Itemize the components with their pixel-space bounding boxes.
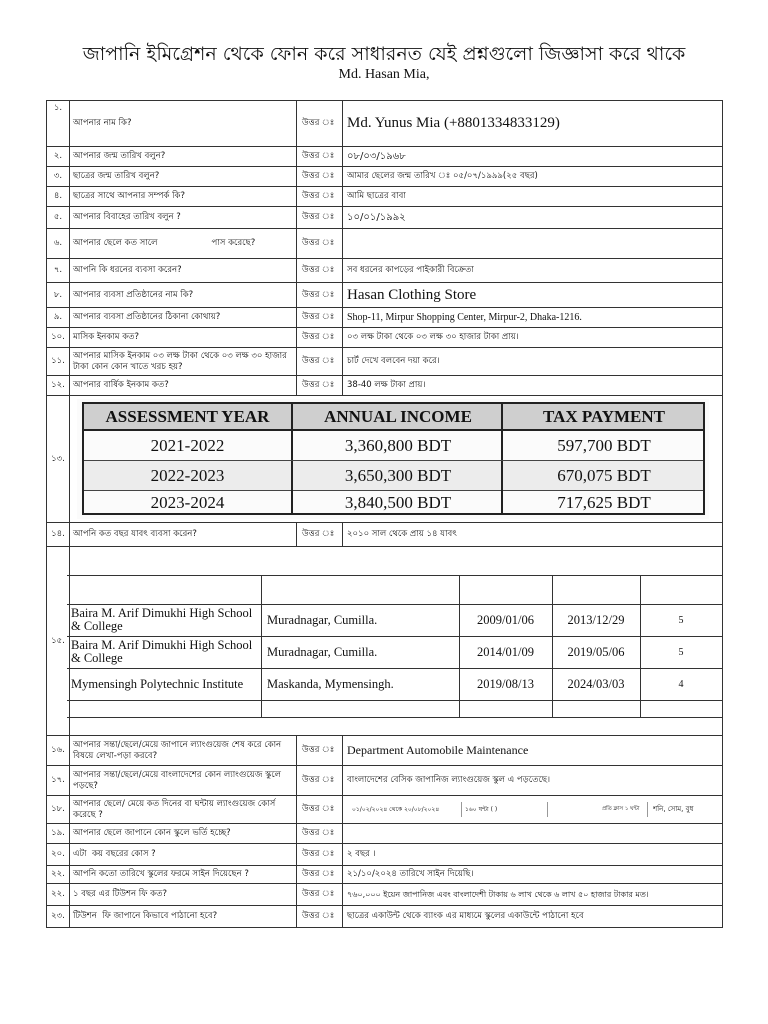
question: ১ বছর এর টিউশন ফি কত? <box>73 889 167 899</box>
question: আপনার বার্ষিক ইনকাম কত? <box>73 380 169 390</box>
table-row <box>47 844 722 866</box>
row-number: ১০. <box>51 332 65 342</box>
education-table <box>67 547 722 735</box>
tax-payment: 717,625 BDT <box>501 490 705 515</box>
answer-label: উত্তর ঃ <box>302 745 335 755</box>
question: আপনার বিবাহের তারিখ বলুন ? <box>73 212 181 222</box>
question: ছাত্রের জন্ম তারিখ বলুন? <box>73 171 160 181</box>
table-row <box>47 308 722 328</box>
answer-label: উত্তর ঃ <box>302 151 335 161</box>
question: আপনি কত বছর যাবৎ ব্যবসা করেন? <box>73 529 197 539</box>
answer: ০৮/০৩/১৯৬৮ <box>347 151 406 162</box>
row-number: ৬. <box>53 238 63 248</box>
row-number: ১. <box>53 103 63 113</box>
question: ছাত্রের সাথে আপনার সম্পর্ক কি? <box>73 191 185 201</box>
question: আপনি কতো তারিখে স্কুলের ফরমে সাইন দিয়েছেন ? <box>73 869 249 879</box>
table-row <box>47 101 722 147</box>
end-date: 2019/05/06 <box>567 644 625 659</box>
row-number: ২. <box>53 151 63 161</box>
question: আপনার ছেলে/ মেয়ে কত দিনের বা ঘন্টায় ল্যাংগুয়েজ কোর্স করেছে ? <box>73 798 276 820</box>
answer: Shop-11, Mirpur Shopping Center, Mirpur-2, Dhaka-1216. <box>347 312 582 323</box>
school-name: Baira M. Arif Dimukhi High School & College <box>71 638 253 665</box>
page-title: জাপানি ইমিগ্রেশন থেকে ফোন করে সাধারনত যেই প্রশ্নগুলো জিজ্ঞাসা করে থাকে <box>82 43 686 65</box>
tax-data-row <box>84 431 703 460</box>
answer-label: উত্তর ঃ <box>302 118 335 128</box>
row-number: ১৯. <box>51 828 65 838</box>
answer-label: উত্তর ঃ <box>302 238 335 248</box>
question: আপনার সন্তা/ছেলে/মেয়ে বাংলাদেশের কোন ল্যাংগুয়েজ স্কুলে পড়ছে? <box>73 769 281 791</box>
tax-row <box>47 396 722 523</box>
answer-label: উত্তর ঃ <box>302 849 335 859</box>
answer-label: উত্তর ঃ <box>302 911 335 921</box>
course-hours: ১৬০ ঘন্টা ( ) <box>465 806 498 813</box>
row-number: ২০. <box>51 849 65 859</box>
answer: ২০১০ সাল থেকে প্রায় ১৪ যাবৎ <box>347 529 457 539</box>
answer-label: উত্তর ঃ <box>302 804 335 814</box>
question: আপনার ছেলে কত সালে পাস করেছে? <box>73 238 256 248</box>
tax-income: 3,840,500 BDT <box>291 490 503 515</box>
table-row <box>47 866 722 884</box>
answer: বাংলাদেশের বেসিক জাপানিজ ল্যাংগুয়েজ স্কুল এ পড়তেছে। <box>347 775 551 785</box>
school-location: Muradnagar, Cumilla. <box>267 612 378 627</box>
row-number: ৫. <box>53 212 63 222</box>
end-date: 2013/12/29 <box>567 612 625 627</box>
question: আপনার জন্ম তারিখ বলুন? <box>73 151 166 161</box>
question: আপনি কি ধরনের ব্যবসা করেন? <box>73 265 182 275</box>
school-location: Maskanda, Mymensingh. <box>267 676 394 691</box>
answer-label: উত্তর ঃ <box>302 171 335 181</box>
answer: ছাত্রের একাউন্ট থেকে ব্যাংক এর মাধ্যমে স্কুলের একাউন্টে পাঠানো হবে <box>347 911 584 921</box>
questionnaire-table <box>46 100 723 928</box>
school-location: Muradnagar, Cumilla. <box>267 644 378 659</box>
row-number: ২২. <box>51 869 65 879</box>
class-duration: প্রতি ক্লাস ১ ঘন্টা <box>602 806 640 812</box>
answer-label: উত্তর ঃ <box>302 289 335 300</box>
answer-label: উত্তর ঃ <box>302 380 335 390</box>
table-row <box>47 328 722 348</box>
tax-income: 3,360,800 BDT <box>291 431 503 460</box>
start-date: 2009/01/06 <box>477 612 534 627</box>
row-number: ১৪. <box>51 529 65 539</box>
row-number: ৩. <box>53 171 63 181</box>
table-row <box>47 376 722 396</box>
answer: Department Automobile Maintenance <box>347 743 529 757</box>
table-row <box>47 884 722 906</box>
table-row <box>47 523 722 547</box>
row-number: ৭. <box>53 265 63 275</box>
question: আপনার মাসিক ইনকাম ০৩ লক্ষ টাকা থেকে ০৩ লক্ষ ৩০ হাজার টাকা কোন কোন খাতে খরচ হয়? <box>73 350 287 372</box>
question: এটা কয় বছরের কোস ? <box>73 849 156 859</box>
answer: সব ধরনের কাপড়ের পাইকারী বিক্রেতা <box>347 265 474 275</box>
table-row <box>47 259 722 283</box>
answer-label: উত্তর ঃ <box>302 212 335 222</box>
question: টিউশন ফি জাপানে কিভাবে পাঠানো হবে? <box>73 911 218 921</box>
table-row <box>47 207 722 229</box>
table-row <box>47 736 722 766</box>
tax-year: 2023-2024 <box>150 492 225 512</box>
start-date: 2014/01/09 <box>477 644 534 659</box>
row-number: ১১. <box>51 356 65 366</box>
school-name: Baira M. Arif Dimukhi High School & College <box>71 606 253 633</box>
table-row <box>47 796 722 824</box>
answer <box>345 229 722 258</box>
row-number: ৯. <box>53 312 63 322</box>
school-name: Mymensingh Polytechnic Institute <box>71 676 244 691</box>
tax-payment: 597,700 BDT <box>501 431 705 460</box>
tax-income: 3,650,300 BDT <box>291 461 503 490</box>
years: 4 <box>678 678 684 690</box>
table-row <box>47 229 722 259</box>
answer: ০৩ লক্ষ টাকা থেকে ০৩ লক্ষ ৩০ হাজার টাকা প্রায়। <box>347 332 519 342</box>
answer-label: উত্তর ঃ <box>302 889 335 899</box>
answer-label: উত্তর ঃ <box>302 265 335 275</box>
answer: ২১/১০/২০২৪ তারিখে সাইন দিয়েছি। <box>347 869 474 879</box>
start-date: 2019/08/13 <box>477 676 534 691</box>
row-number: ২২. <box>51 889 65 899</box>
table-row <box>47 187 722 207</box>
course-dates: ০১/০২/২০২৪ থেকে ২০/০৮/২০২৪ <box>352 806 440 813</box>
answer: চার্ট দেখে বলবেন দয়া করে। <box>347 356 440 366</box>
tax-header-row <box>84 404 703 431</box>
education-row <box>47 547 722 736</box>
tax-year: 2022-2023 <box>150 465 225 485</box>
tax-data-row <box>84 461 703 490</box>
row-number: ১৭. <box>51 775 65 785</box>
question: আপনার ছেলে জাপানে কোন স্কুলে ভর্তি হচ্ছে? <box>73 828 231 838</box>
tax-header-year: ASSESSMENT YEAR <box>105 406 270 426</box>
class-days: শনি, সোম, বুধ <box>653 805 694 813</box>
years: 5 <box>678 614 684 626</box>
answer: 38-40 লক্ষ টাকা প্রায়। <box>347 380 426 390</box>
row-number: ৪. <box>53 191 63 201</box>
question: আপনার নাম কি? <box>73 118 132 128</box>
answer-label: উত্তর ঃ <box>302 869 335 879</box>
row-number: ১২. <box>51 380 65 390</box>
end-date: 2024/03/03 <box>567 676 625 691</box>
question: আপনার ব্যবসা প্রতিষ্ঠানের নাম কি? <box>73 289 194 300</box>
answer: আমার ছেলের জন্ম তারিখ ঃ ০৫/০৭/১৯৯৯(২৫ বছর) <box>347 171 538 181</box>
question: আপনার সন্তা/ছেলে/মেয়ে জাপানে ল্যাংগুয়েজ শেষ করে কোন বিষয়ে লেখা-পড়া করবে? <box>73 739 282 761</box>
table-row <box>47 147 722 167</box>
table-row <box>47 824 722 844</box>
table-row <box>47 283 722 308</box>
answer-label: উত্তর ঃ <box>302 312 335 322</box>
question: আপনার ব্যবসা প্রতিষ্ঠানের ঠিকানা কোথায়? <box>73 312 221 322</box>
table-row <box>47 348 722 376</box>
answer: আমি ছাত্রের বাবা <box>347 191 406 201</box>
tax-header-payment: TAX PAYMENT <box>501 404 705 429</box>
answer-label: উত্তর ঃ <box>302 332 335 342</box>
answer-label: উত্তর ঃ <box>302 775 335 785</box>
answer-label: উত্তর ঃ <box>302 356 335 366</box>
tax-year: 2021-2022 <box>150 435 225 455</box>
tax-table <box>82 402 705 515</box>
tax-payment: 670,075 BDT <box>501 461 705 490</box>
answer <box>345 824 722 843</box>
answer: ১০/০১/১৯৯২ <box>347 212 406 223</box>
answer: Hasan Clothing Store <box>347 286 477 303</box>
answer-label: উত্তর ঃ <box>302 191 335 201</box>
answer: Md. Yunus Mia (+8801334833129) <box>347 115 560 131</box>
tax-header-income: ANNUAL INCOME <box>291 404 503 429</box>
answer: ২ বছর । <box>347 849 376 859</box>
tax-summary-image <box>77 399 709 519</box>
answer-label: উত্তর ঃ <box>302 828 335 838</box>
answer: ৭৬০,০০০ ইয়েন জাপানিজ এবং বাংলাদেশী টাকায় ৬ লাখ থেকে ৬ লাখ ৫০ হাজার টাকার মত। <box>347 890 649 899</box>
tax-data-row <box>84 490 703 515</box>
row-number: ১৮. <box>51 804 65 814</box>
question: মাসিক ইনকাম কত? <box>73 332 140 342</box>
row-number: ১৫. <box>51 635 65 646</box>
row-number: ১৬. <box>51 745 65 755</box>
author-name: Md. Hasan Mia, <box>338 67 430 82</box>
row-number: ১৩. <box>51 453 65 464</box>
answer-label: উত্তর ঃ <box>302 529 335 539</box>
table-row <box>47 167 722 187</box>
years: 5 <box>678 646 684 658</box>
table-row <box>47 906 722 927</box>
row-number: ২৩. <box>51 911 65 921</box>
row-number: ৮. <box>53 289 63 300</box>
table-row <box>47 766 722 796</box>
